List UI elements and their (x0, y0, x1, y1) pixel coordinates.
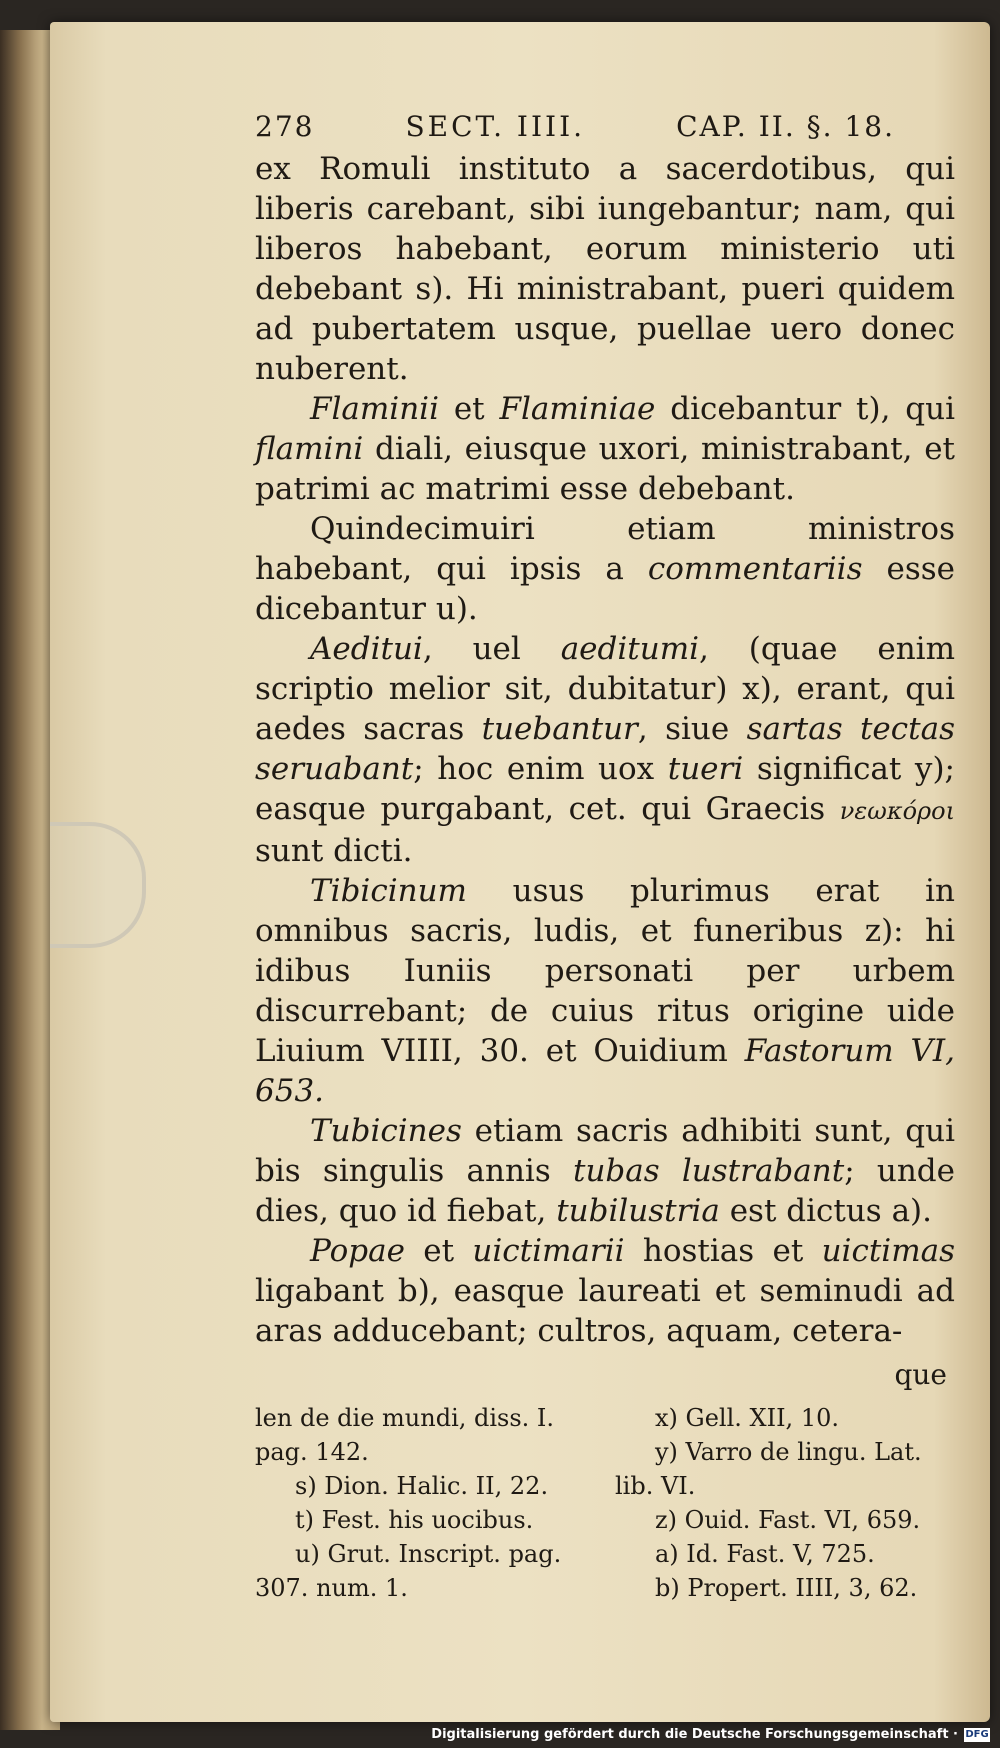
paragraph-1: ex Romuli instituto a sacerdotibus, qui liberis carebant, sibi iungebantur; nam, qui liberos habebant, eorum ministerio uti debebant s). Hi ministrabant, pueri quidem ad pubertatem usque, puellae uero donec nuberent. (255, 151, 955, 387)
footnote: x) Gell. XII, 10. (655, 1404, 839, 1432)
chapter-label: CAP. II. §. 18. (676, 110, 895, 143)
footnote: y) Varro de lingu. Lat. (655, 1438, 922, 1466)
paragraph-2: Flaminii et Flaminiae dicebantur t), qui flamini diali, eiusque uxori, ministrabant, et patrimi ac matrimi esse debebant. (255, 391, 955, 507)
paragraph-6: Tubicines etiam sacris adhibiti sunt, qui bis singulis annis tubas lustrabant; unde dies, quo id fiebat, tubilustria est dictus a). (255, 1113, 955, 1229)
dfg-logo-icon: DFG (965, 1728, 989, 1740)
paragraph-7: Popae et uictimarii hostias et uictimas ligabant b), easque laureati et seminudi ad aras adducebant; cultros, aquam, cetera- (255, 1233, 955, 1349)
running-header (255, 110, 955, 143)
catchword: que (894, 1358, 947, 1391)
footnote: len de die mundi, diss. I. (255, 1404, 555, 1432)
paragraph-4: Aeditui, uel aeditumi, (quae enim scriptio melior sit, dubitatur) x), erant, qui aedes sacras tuebantur, siue sartas tectas seruabant; hoc enim uox tueri significat y); easque purgabant, cet. qui Graecis νεωκόροι sunt dicti. (255, 631, 955, 869)
page-clip (50, 822, 146, 948)
footnote: a) Id. Fast. V, 725. (655, 1540, 875, 1568)
footnote: pag. 142. (255, 1438, 369, 1466)
footnotes-left (255, 1401, 595, 1605)
digitization-credit (431, 1727, 990, 1742)
section-label: SECT. IIII. (405, 110, 586, 143)
footnotes-right (615, 1401, 955, 1605)
paragraph-5: Tibicinum usus plurimus erat in omnibus sacris, ludis, et funeribus z): hi idibus Iuniis personati per urbem discurrebant; de cuius ritus origine uide Liuium VIIII, 30. et Ouidium Fastorum VI, 653. (255, 873, 955, 1109)
footnote: 307. num. 1. (255, 1574, 408, 1602)
footnotes (255, 1401, 955, 1605)
footnote: b) Propert. IIII, 3, 62. (655, 1574, 918, 1602)
page-number: 278 (255, 110, 315, 143)
footnote: t) Fest. his uocibus. (295, 1506, 534, 1534)
body-text (255, 149, 955, 1395)
footnote: lib. VI. (615, 1472, 696, 1500)
paragraph-3: Quindecimuiri etiam ministros habebant, qui ipsis a commentariis esse dicebantur u). (255, 511, 955, 627)
page-text-area (255, 110, 955, 1605)
credit-text: Digitalisierung gefördert durch die Deutsche Forschungsgemeinschaft · (431, 1727, 958, 1742)
footnote: z) Ouid. Fast. VI, 659. (655, 1506, 921, 1534)
footnote: u) Grut. Inscript. pag. (295, 1540, 562, 1568)
footnote: s) Dion. Halic. II, 22. (295, 1472, 549, 1500)
